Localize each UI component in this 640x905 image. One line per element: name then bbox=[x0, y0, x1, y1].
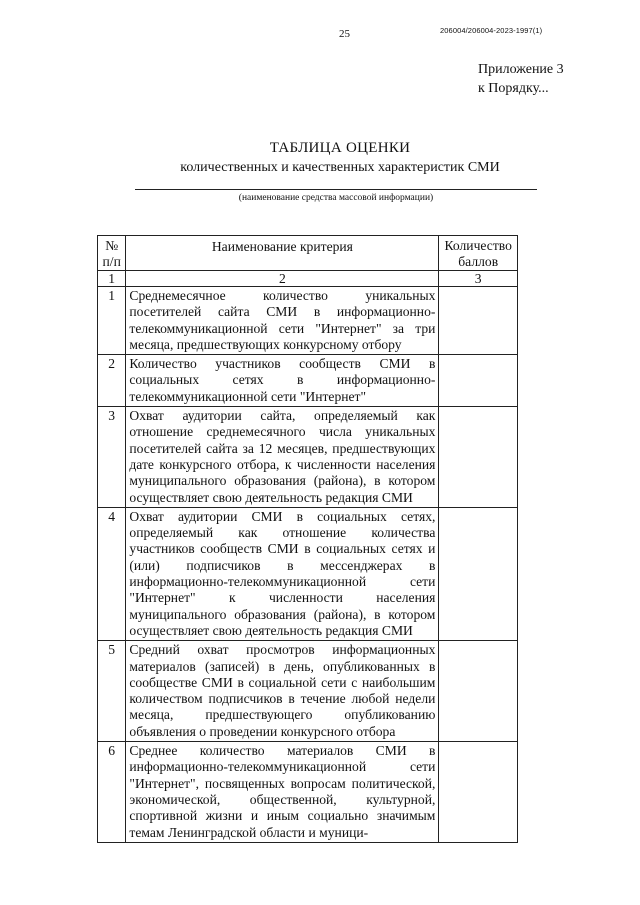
header-score-label: Количество баллов bbox=[444, 238, 512, 269]
criterion-number: 5 bbox=[98, 641, 126, 742]
index-cell: 3 bbox=[439, 271, 518, 287]
criteria-table bbox=[97, 235, 518, 843]
media-name-caption: (наименование средства массовой информации) bbox=[238, 193, 434, 203]
criterion-score bbox=[439, 407, 518, 508]
page-number: 25 bbox=[339, 28, 350, 40]
table-row bbox=[98, 742, 518, 843]
document-id: 206004/206004-2023-1997(1) bbox=[440, 26, 543, 35]
index-cell: 1 bbox=[98, 271, 126, 287]
criterion-score bbox=[439, 355, 518, 407]
criterion-number: 6 bbox=[98, 742, 126, 843]
appendix-line-1: Приложение 3 bbox=[478, 62, 564, 77]
appendix-reference bbox=[478, 60, 564, 98]
media-name-line bbox=[135, 189, 537, 190]
table-title: ТАБЛИЦА ОЦЕНКИ bbox=[269, 140, 411, 156]
criterion-text: Среднее количество материалов СМИ в информационно-телекоммуникационной сети "Интернет", посвященных вопросам политической, экономической, общественной, культурной, спортивной жизни и иным социально значимым темам Ленинградской области и муници- bbox=[126, 742, 439, 843]
criterion-number: 4 bbox=[98, 507, 126, 640]
criterion-text: Охват аудитории СМИ в социальных сетях, определяемый как отношение количества участников сообществ СМИ в социальных сетях и (или) подписчиков в мессенджерах в информационно-телекоммуникационной сети "Интернет" к численности населения муниципального образования (района), в котором осуществляет свою деятельность редакция СМИ bbox=[126, 507, 439, 640]
criterion-score bbox=[439, 742, 518, 843]
criterion-number: 3 bbox=[98, 407, 126, 508]
table-row bbox=[98, 355, 518, 407]
header-num bbox=[98, 236, 126, 271]
criterion-number: 1 bbox=[98, 287, 126, 355]
criterion-score bbox=[439, 287, 518, 355]
header-criterion bbox=[126, 236, 439, 271]
header-num-label: № п/п bbox=[102, 238, 121, 269]
table-row bbox=[98, 641, 518, 742]
table-subtitle: количественных и качественных характеристик СМИ bbox=[180, 160, 500, 175]
criterion-score bbox=[439, 507, 518, 640]
criterion-text: Охват аудитории сайта, определяемый как отношение среднемесячного числа уникальных посетителей сайта за 12 месяцев, предшествующих дате конкурсного отбора, к численности населения муниципального образования (района), в котором осуществляет свою деятельность редакция СМИ bbox=[126, 407, 439, 508]
column-index-row bbox=[98, 271, 518, 287]
criterion-text: Средний охват просмотров информационных материалов (записей) в день, опубликованных в сообществе СМИ в социальной сети с наибольшим количеством подписчиков в течение любой недели месяца, предшествующего опубликованию объявления о проведении конкурсного отбора bbox=[126, 641, 439, 742]
index-cell: 2 bbox=[126, 271, 439, 287]
table-row bbox=[98, 507, 518, 640]
criterion-score bbox=[439, 641, 518, 742]
table-header-row bbox=[98, 236, 518, 271]
criterion-text: Среднемесячное количество уникальных посетителей сайта СМИ в информационно-телекоммуникационной сети "Интернет" за три месяца, предшествующих конкурсному отбору bbox=[126, 287, 439, 355]
table-row bbox=[98, 407, 518, 508]
table-row bbox=[98, 287, 518, 355]
criterion-number: 2 bbox=[98, 355, 126, 407]
criterion-text: Количество участников сообществ СМИ в социальных сетях в информационно-телекоммуникационной сети "Интернет" bbox=[126, 355, 439, 407]
header-criterion-label: Наименование критерия bbox=[211, 239, 353, 254]
header-score bbox=[439, 236, 518, 271]
appendix-line-2: к Порядку... bbox=[478, 81, 549, 96]
